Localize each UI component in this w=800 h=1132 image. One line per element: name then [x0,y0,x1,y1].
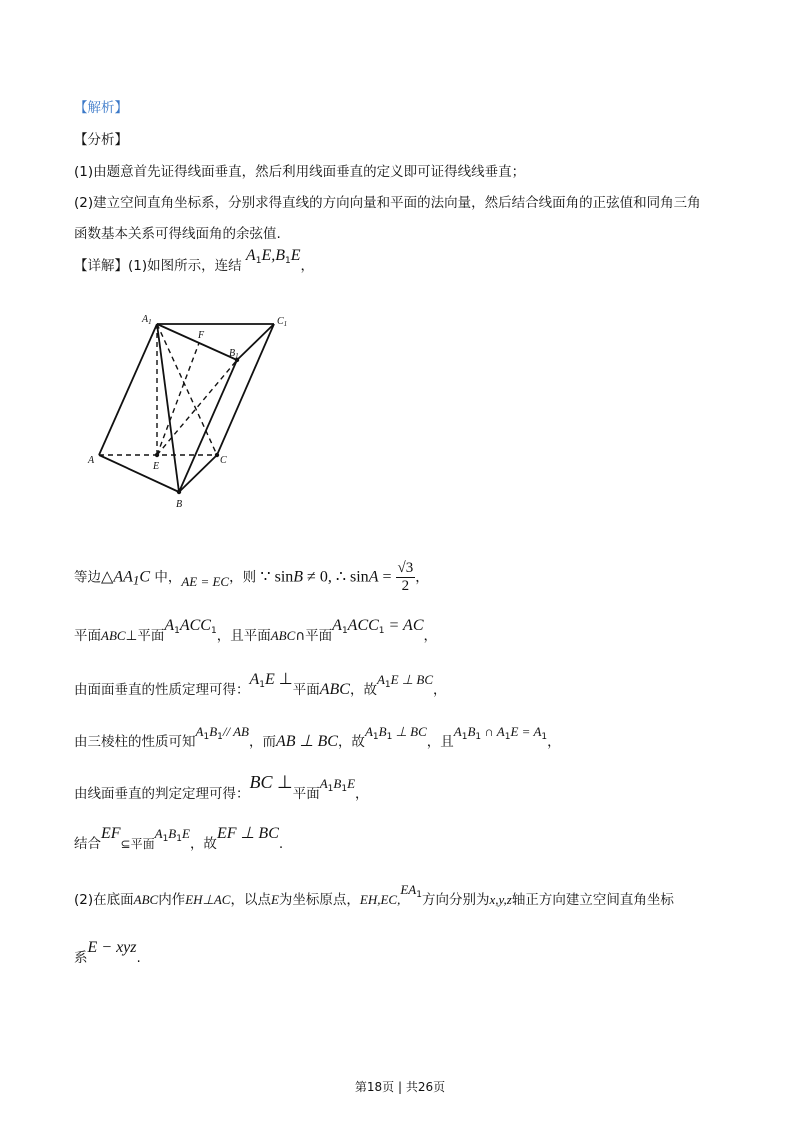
math-sub: 1 [372,732,379,742]
math: E [265,671,275,688]
math: ∵ sin [260,568,294,586]
text: . [278,836,284,852]
edge-c1-b1 [237,324,274,360]
text: 平面 [292,786,320,802]
label-c: C [220,455,227,466]
text: ∩平面 [295,628,333,644]
math-sub: 1 [386,732,393,742]
proof-line-7 [74,882,674,910]
math: E − xyz [87,939,137,956]
math: EH,EC, [359,892,401,907]
label-b: B [176,499,183,510]
math-sub: 1 [203,732,210,742]
point-b [177,490,181,494]
page-footer: 第18页 | 共26页 [354,1080,446,1094]
proof-line-6 [74,825,284,854]
math: ⊥ [272,772,293,792]
analysis-p2a: (2)建立空间直角坐标系，分别求得直线的方向向量和平面的法向量，然后结合线面角的正弦值和同角三角 [74,195,701,211]
math: ABC [133,892,159,907]
math: ⊥ [274,671,293,688]
math: E [181,826,190,841]
text: 等边 [74,569,101,586]
math: A [319,776,328,791]
text: ， [355,786,369,802]
text: 平面 [74,628,101,644]
math: ∩ A [481,724,505,739]
point-c [215,453,219,457]
math-sub: 1 [378,626,385,636]
prism-figure [84,308,314,513]
edge-a1-b1 [157,324,237,360]
math-sub: 1 [259,680,266,690]
text: 轴正方向建立空间直角坐标 [511,892,674,908]
math-e1: E, [261,247,276,264]
text: ⊥平面 [125,628,165,644]
jiexi-tag: 【解析】 [74,100,128,116]
math: x,y,z [489,892,512,907]
math: AE = EC [181,573,230,589]
edge-e-f [157,343,199,455]
text: ，且 [426,734,454,750]
comma: ， [300,258,315,274]
analysis-p1: (1)由题意首先证得线面垂直，然后利用线面垂直的定义即可证得线线垂直； [74,164,526,180]
text: 方向分别为 [421,892,490,908]
proof-line-8 [74,939,141,967]
text: 由三棱柱的性质可知 [74,734,196,750]
text: 系 [74,950,88,966]
fraction-numerator: √3 [397,560,414,576]
text: ，则 [229,569,257,586]
math-sub: 1 [217,732,223,742]
math-a: A [245,247,256,264]
edge-a-b [99,455,179,492]
text: 内作 [158,892,186,908]
math: ABC [319,681,350,698]
edge-b-b1 [179,360,237,492]
edge-b-c [179,455,217,492]
math: B [209,724,218,739]
math: E [347,776,356,791]
math: C [139,568,151,586]
text: ，而 [249,734,276,750]
math: A [154,826,163,841]
text: 中， [150,569,182,586]
text: ， [433,682,447,698]
text: ，故 [337,734,365,750]
math: BC [249,772,273,792]
math-sub: 1 [285,256,291,266]
text: 由线面垂直的判定定理可得： [74,786,250,802]
text: ， [415,569,429,586]
text: 为坐标原点， [278,892,360,908]
math: = [378,568,396,586]
detail-label: 【详解】 [74,258,128,274]
math-sub: 1 [341,784,348,794]
label-a: A [88,455,95,466]
math-sub: 1 [416,890,422,900]
math: EA [400,882,417,897]
math: B [378,724,387,739]
math: ⊥ BC [392,724,427,739]
text: ，以点 [230,892,271,908]
math-e2: E [290,247,301,264]
math: A [368,568,379,586]
text: ，故 [189,836,217,852]
math: B [333,776,342,791]
detail-intro: (1)如图所示，连结 [128,258,242,274]
math-sub: 1 [176,834,182,844]
label-f: F [198,330,205,341]
math: AA [113,568,133,586]
text: ， [547,734,561,750]
math: ABC [101,628,126,643]
proof-line-5 [74,772,369,804]
text: ，故 [349,682,377,698]
math: AB ⊥ BC [276,733,338,750]
math: ≠ 0, ∴ sin [303,568,369,586]
math-sub: 1 [162,834,169,844]
text: (2)在底面 [74,892,134,908]
edge-a1-a [99,324,157,455]
math: // AB [222,724,249,739]
math-sub: 1 [255,256,262,266]
fenxi-heading: 【分析】 [74,132,128,148]
math: E ⊥ BC [390,672,434,687]
proof-line-3 [74,671,447,700]
proof-line-2 [74,617,437,646]
text: . [136,950,141,966]
math-sub: 1 [384,680,391,690]
math-sub: 1 [475,732,482,742]
label-b1: $B_1$ [229,348,239,360]
edge-c1-c [217,324,274,455]
math: E = A [510,724,542,739]
math-sub: 1 [210,626,217,636]
math: EH⊥AC [185,892,231,907]
math-sub: 1 [174,626,180,636]
label-e: E [153,461,160,472]
math: A [376,672,385,687]
math: B [293,568,304,586]
detail-line [74,247,315,276]
math: A [195,724,204,739]
math-sub: 1 [541,732,548,742]
math-sub: 1 [132,572,140,588]
fraction [396,560,416,595]
text: ，且平面 [216,628,271,644]
label-a1: $A_1$ [142,314,152,326]
math-sub: 1 [461,732,468,742]
text: ⊆平面 [120,837,155,851]
text: ， [423,628,437,644]
math: ACC [179,617,211,634]
math-sub: 1 [341,626,348,636]
math: B [467,724,476,739]
text: 由面面垂直的性质定理可得： [74,682,250,698]
math-b: B [275,247,285,264]
math: A [332,617,342,634]
math: EF ⊥ BC [216,825,279,842]
point-e [155,453,159,457]
math: ACC [347,617,379,634]
proof-line-1 [74,560,429,595]
math: A [164,617,175,634]
math-sub: 1 [504,732,511,742]
math: = AC [384,617,424,634]
math: A [249,671,260,688]
proof-line-4 [74,724,561,752]
triangle-symbol: △ [101,568,114,586]
edge-e-b1 [157,360,237,455]
analysis-p2b: 函数基本关系可得线面角的余弦值. [74,226,281,242]
text: 平面 [292,682,320,698]
label-c1: $C_1$ [277,316,288,328]
math: EF [101,825,121,842]
text: 结合 [74,836,101,852]
math: A [453,724,462,739]
math: E [270,892,279,907]
math: ABC [270,628,296,643]
math: B [168,826,177,841]
math-sub: 1 [327,784,334,794]
fraction-denominator: 2 [401,578,410,594]
math: A [364,724,373,739]
